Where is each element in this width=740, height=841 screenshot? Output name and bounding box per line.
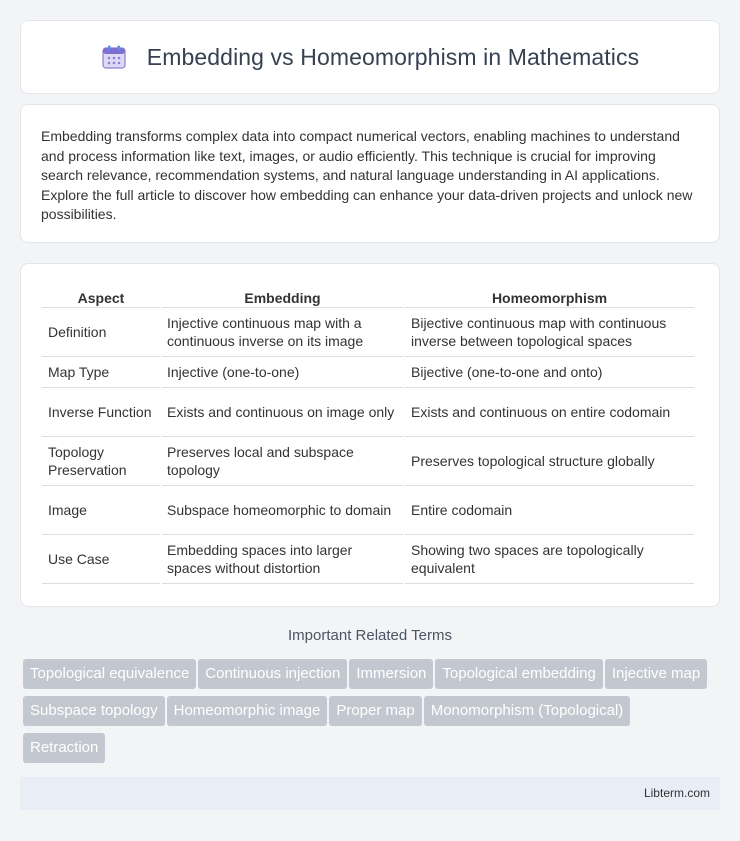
cell-homeomorphism: Showing two spaces are topologically equivalent <box>405 535 694 584</box>
header-aspect: Aspect <box>42 286 160 308</box>
tag-injective-map[interactable]: Injective map <box>605 659 707 689</box>
cell-embedding: Injective continuous map with a continuous inverse on its image <box>162 308 403 357</box>
cell-embedding: Exists and continuous on image only <box>162 388 403 437</box>
calendar-icon <box>101 44 127 70</box>
table-row <box>42 308 694 357</box>
table-header-row <box>42 286 694 308</box>
cell-aspect: Topology Preservation <box>42 437 160 486</box>
tag-immersion[interactable]: Immersion <box>349 659 433 689</box>
cell-homeomorphism: Exists and continuous on entire codomain <box>405 388 694 437</box>
cell-embedding: Preserves local and subspace topology <box>162 437 403 486</box>
table-row <box>42 357 694 388</box>
cell-homeomorphism: Entire codomain <box>405 486 694 535</box>
intro-card <box>20 104 720 243</box>
intro-text: Embedding transforms complex data into compact numerical vectors, enabling machines to understand and process information like text, images, or audio efficiently. This technique is crucial for improving search relevance, recommendation systems, and natural language understanding in AI applications. Explore the full article to discover how embedding can enhance your data-driven projects and unlock new possibilities. <box>41 128 693 223</box>
table-row <box>42 437 694 486</box>
cell-aspect: Definition <box>42 308 160 357</box>
cell-homeomorphism: Bijective continuous map with continuous inverse between topological spaces <box>405 308 694 357</box>
cell-aspect: Inverse Function <box>42 388 160 437</box>
footer-link[interactable]: Libterm.com <box>643 786 710 800</box>
tag-homeomorphic-image[interactable]: Homeomorphic image <box>167 696 328 726</box>
tag-continuous-injection[interactable]: Continuous injection <box>198 659 347 689</box>
cell-aspect: Use Case <box>42 535 160 584</box>
table-row <box>42 388 694 437</box>
cell-homeomorphism: Bijective (one-to-one and onto) <box>405 357 694 388</box>
comparison-table <box>40 286 696 584</box>
cell-aspect: Image <box>42 486 160 535</box>
cell-embedding: Subspace homeomorphic to domain <box>162 486 403 535</box>
tag-retraction[interactable]: Retraction <box>23 733 105 763</box>
cell-aspect: Map Type <box>42 357 160 388</box>
table-row <box>42 486 694 535</box>
tag-topological-equivalence[interactable]: Topological equivalence <box>23 659 196 689</box>
related-terms-title: Important Related Terms <box>288 627 452 644</box>
header-embedding: Embedding <box>162 286 403 308</box>
table-row <box>42 535 694 584</box>
tag-subspace-topology[interactable]: Subspace topology <box>23 696 165 726</box>
comparison-card <box>20 263 720 607</box>
cell-embedding: Embedding spaces into larger spaces without distortion <box>162 535 403 584</box>
page-title: Embedding vs Homeomorphism in Mathematics <box>146 43 640 70</box>
footer <box>20 777 720 810</box>
related-terms-list <box>23 659 713 770</box>
cell-homeomorphism: Preserves topological structure globally <box>405 437 694 486</box>
cell-embedding: Injective (one-to-one) <box>162 357 403 388</box>
tag-proper-map[interactable]: Proper map <box>329 696 421 726</box>
header-homeomorphism: Homeomorphism <box>405 286 694 308</box>
tag-monomorphism-topological[interactable]: Monomorphism (Topological) <box>424 696 631 726</box>
tag-topological-embedding[interactable]: Topological embedding <box>435 659 602 689</box>
header-card <box>20 20 720 94</box>
